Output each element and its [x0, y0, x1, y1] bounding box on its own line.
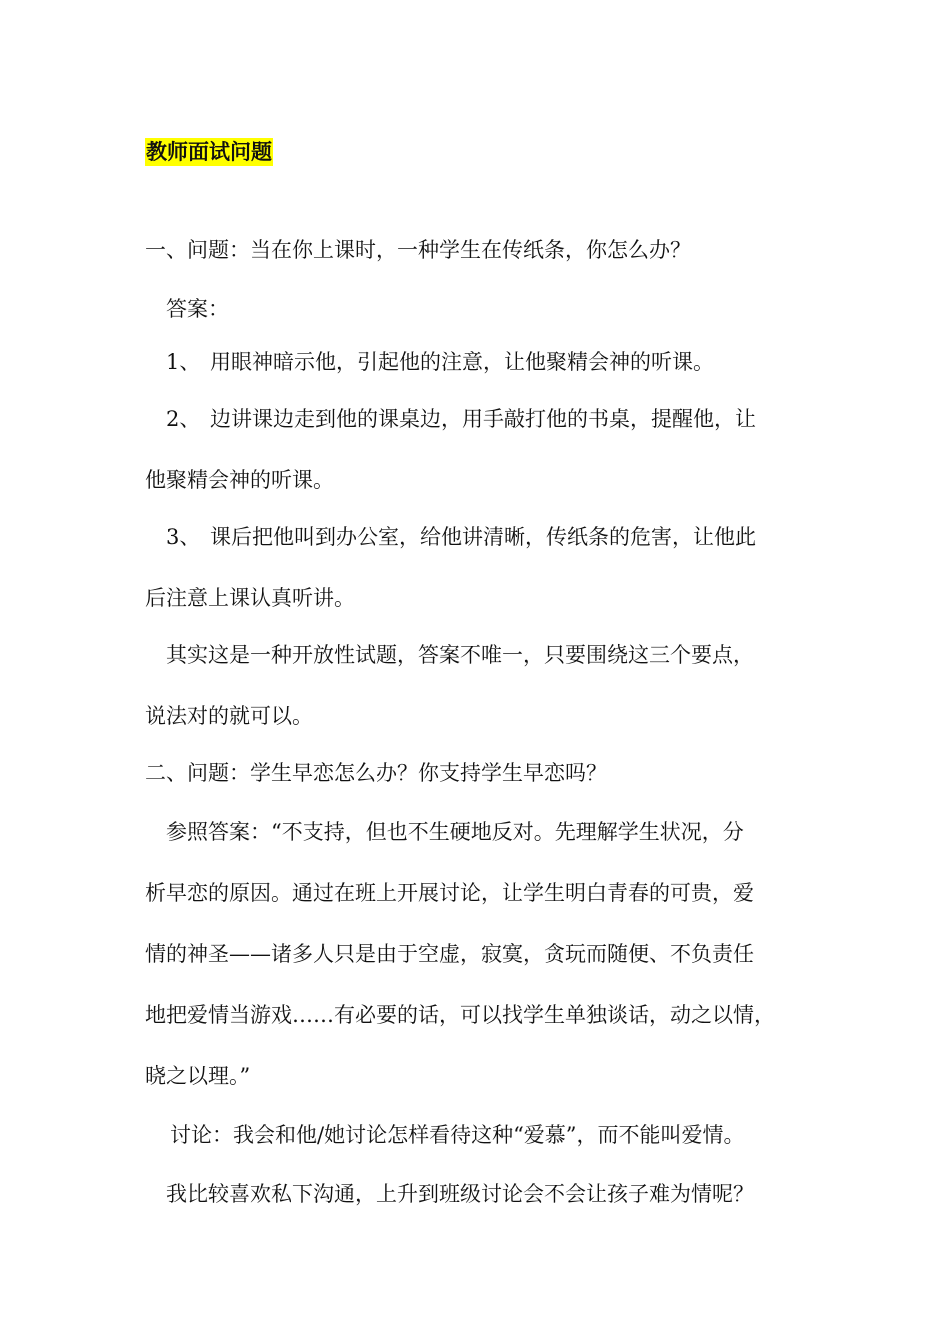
answer-label: 答案：: [166, 297, 229, 321]
reference-answer-line-2: 析早恋的原因。通过在班上开展讨论，让学生明白青春的可贵，爱: [145, 881, 754, 905]
answer-item-1-text: 用眼神暗示他，引起他的注意，让他聚精会神的听课。: [210, 350, 714, 374]
note-line-2: 说法对的就可以。: [145, 704, 313, 728]
reference-answer-line-1: 参照答案：“不支持，但也不生硬地反对。先理解学生状况，分: [166, 820, 744, 844]
question-2: 二、问题：学生早恋怎么办？你支持学生早恋吗？: [145, 761, 607, 785]
reference-answer-line-3: 情的神圣——诸多人只是由于空虚，寂寞，贪玩而随便、不负责任: [145, 942, 754, 966]
reference-answer-line-5: 晓之以理。”: [145, 1064, 251, 1088]
answer-item-3-text: 课后把他叫到办公室，给他讲清晰，传纸条的危害，让他此: [210, 525, 756, 549]
answer-item-3-number: 3、: [166, 525, 201, 549]
reference-answer-line-4: 地把爱情当游戏……有必要的话，可以找学生单独谈话，动之以情，: [145, 1003, 775, 1027]
answer-item-2-continuation: 他聚精会神的听课。: [145, 468, 334, 492]
answer-item-1: [166, 348, 714, 376]
discussion-line: 讨论：我会和他/她讨论怎样看待这种“爱慕”，而不能叫爱情。: [170, 1123, 745, 1147]
answer-item-2: [166, 405, 756, 433]
answer-item-3-continuation: 后注意上课认真听讲。: [145, 586, 355, 610]
comment-line: 我比较喜欢私下沟通，上升到班级讨论会不会让孩子难为情呢？: [166, 1182, 754, 1206]
note-line-1: 其实这是一种开放性试题，答案不唯一，只要围绕这三个要点，: [166, 643, 754, 667]
answer-item-1-number: 1、: [166, 350, 201, 374]
question-1: 一、问题：当在你上课时，一种学生在传纸条，你怎么办？: [145, 238, 691, 262]
answer-item-2-text: 边讲课边走到他的课桌边，用手敲打他的书桌，提醒他，让: [210, 407, 756, 431]
document-title: 教师面试问题: [146, 140, 272, 164]
answer-item-3: [166, 523, 756, 551]
answer-item-2-number: 2、: [166, 407, 201, 431]
